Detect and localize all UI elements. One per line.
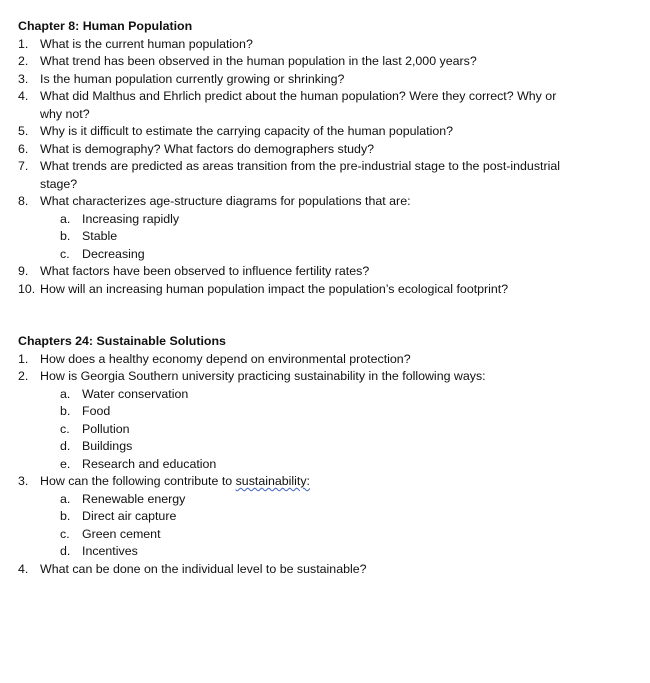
question-number: 6. xyxy=(18,141,29,156)
sub-letter: b. xyxy=(60,509,71,523)
question-number: 7. xyxy=(18,159,29,173)
question-number: 2. xyxy=(18,54,29,68)
sub-text: Increasing rapidly xyxy=(82,211,180,226)
sub-item xyxy=(18,526,632,544)
sub-text: Research and education xyxy=(82,456,217,471)
question-number: 3. xyxy=(18,474,29,488)
sub-letter: d. xyxy=(60,544,71,558)
question-item xyxy=(18,368,632,386)
sub-text: Incentives xyxy=(82,544,138,558)
sub-item xyxy=(18,228,632,246)
question-text: How does a healthy economy depend on environmental protection? xyxy=(40,351,411,366)
sub-text: Renewable energy xyxy=(82,491,186,506)
sub-text: Food xyxy=(82,404,111,418)
question-number: 4. xyxy=(18,561,29,576)
section-chapter-8 xyxy=(18,18,632,298)
sub-letter: a. xyxy=(60,211,71,226)
sub-text: Stable xyxy=(82,229,118,243)
question-item xyxy=(18,281,632,299)
sub-letter: c. xyxy=(60,421,70,436)
question-item xyxy=(18,53,632,71)
question-text: How can the following contribute to xyxy=(40,474,236,488)
question-text: What is the current human population? xyxy=(40,36,253,51)
question-item xyxy=(18,141,632,159)
section-heading: Chapters 24: Sustainable Solutions xyxy=(18,334,226,348)
sub-item xyxy=(18,386,632,404)
sub-text: Decreasing xyxy=(82,246,145,261)
question-number: 2. xyxy=(18,369,29,383)
question-number: 4. xyxy=(18,89,29,103)
sub-letter: a. xyxy=(60,386,71,401)
sub-text: Buildings xyxy=(82,439,133,453)
question-number: 8. xyxy=(18,194,29,208)
sub-text: Water conservation xyxy=(82,386,189,401)
question-item xyxy=(18,193,632,211)
question-number: 5. xyxy=(18,124,29,138)
question-text: What trend has been observed in the human population in the last 2,000 years? xyxy=(40,54,477,68)
spellcheck-underlined-word[interactable]: sustainability: xyxy=(235,474,310,488)
section-heading: Chapter 8: Human Population xyxy=(18,19,193,33)
sub-item xyxy=(18,508,632,526)
question-item xyxy=(18,36,632,54)
sub-text: Direct air capture xyxy=(82,509,177,523)
question-item xyxy=(18,351,632,369)
question-text: What can be done on the individual level to be sustainable? xyxy=(40,561,367,576)
question-number: 1. xyxy=(18,36,29,51)
sub-letter: c. xyxy=(60,246,70,261)
sub-item xyxy=(18,543,632,561)
sub-item xyxy=(18,403,632,421)
question-number: 9. xyxy=(18,264,29,278)
sub-item xyxy=(18,438,632,456)
question-text: How will an increasing human population impact the population’s ecological footprint? xyxy=(40,281,509,296)
question-text: What is demography? What factors do demographers study? xyxy=(40,141,375,156)
question-item xyxy=(18,123,632,141)
sub-text: Pollution xyxy=(82,421,130,436)
section-spacer xyxy=(18,298,632,333)
question-number: 10. xyxy=(18,281,36,296)
sub-item xyxy=(18,421,632,439)
sub-item xyxy=(18,491,632,509)
question-item xyxy=(18,88,570,123)
question-item xyxy=(18,263,632,281)
sub-letter: e. xyxy=(60,456,71,471)
question-number: 3. xyxy=(18,71,29,86)
question-text: Why is it difficult to estimate the carrying capacity of the human population? xyxy=(40,124,454,138)
question-text: Is the human population currently growing or shrinking? xyxy=(40,71,345,86)
sub-letter: b. xyxy=(60,229,71,243)
section-chapters-24 xyxy=(18,333,632,578)
question-item xyxy=(18,561,632,579)
sub-text: Green cement xyxy=(82,526,161,541)
sub-letter: a. xyxy=(60,491,71,506)
sub-letter: c. xyxy=(60,526,70,541)
sub-item xyxy=(18,211,632,229)
question-text: What trends are predicted as areas transition from the pre-industrial stage to the post-industrial stage? xyxy=(40,159,560,191)
question-text: What factors have been observed to influence fertility rates? xyxy=(40,264,370,278)
sub-item xyxy=(18,246,632,264)
question-item xyxy=(18,473,632,491)
sub-item xyxy=(18,456,632,474)
question-text: How is Georgia Southern university practicing sustainability in the following ways: xyxy=(40,369,486,383)
question-item xyxy=(18,71,632,89)
question-text: What characterizes age-structure diagrams for populations that are: xyxy=(40,194,411,208)
question-number: 1. xyxy=(18,351,29,366)
question-item xyxy=(18,158,570,193)
sub-letter: b. xyxy=(60,404,71,418)
question-text: What did Malthus and Ehrlich predict about the human population? Were they correct? Why or why not? xyxy=(40,89,557,121)
sub-letter: d. xyxy=(60,439,71,453)
